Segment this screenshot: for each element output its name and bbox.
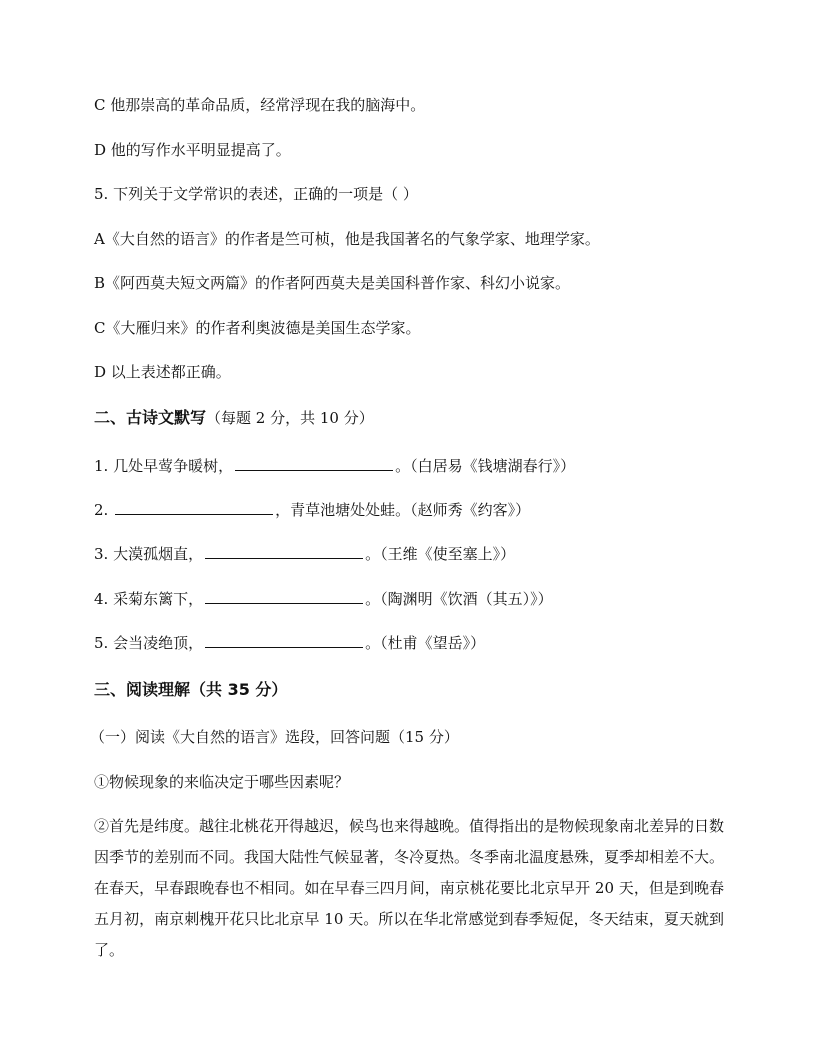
answer-blank[interactable] [205, 589, 363, 604]
passage-paragraph-1: ①物候现象的来临决定于哪些因素呢？ [94, 773, 350, 791]
section-2-note: （每题 2 分，共 10 分） [206, 409, 374, 427]
poem-item-4 [94, 589, 724, 609]
question-5-option-c: C《大雁归来》的作者利奥波德是美国生态学家。 [94, 319, 421, 337]
poem-item-after: 。（白居易《钱塘湖春行》） [395, 457, 576, 475]
passage-paragraph-2: ②首先是纬度。越往北桃花开得越迟，候鸟也来得越晚。值得指出的是物候现象南北差异的日数因季节的差别而不同。我国大陆性气候显著，冬冷夏热。冬季南北温度悬殊，夏季却相差不大。在春天，早春跟晚春也不相同。如在早春三四月间，南京桃花要比北京早开 20 天，但是到晚春五月初，南京刺槐开花只比北京早 10 天。所以在华北常感觉到春季短促，冬天结束，夏天就到了。 [94, 817, 725, 959]
poem-item-before: 3. 大漠孤烟直， [94, 545, 204, 563]
answer-blank[interactable] [205, 633, 363, 648]
poem-item-after: 。（王维《使至塞上》） [365, 545, 516, 563]
section-2-heading [94, 408, 724, 428]
poem-item-before: 4. 采菊东篱下， [94, 590, 204, 608]
answer-blank[interactable] [205, 544, 363, 559]
question-5: 5. 下列关于文学常识的表述，正确的一项是（ ） [94, 185, 418, 203]
answer-blank[interactable] [235, 456, 393, 471]
option-d: D 他的写作水平明显提高了。 [94, 141, 291, 159]
answer-blank[interactable] [115, 500, 273, 515]
section-3-heading: 三、阅读理解（共 35 分） [94, 680, 288, 699]
poem-item-after: 。（杜甫《望岳》） [365, 634, 486, 652]
poem-item-after: 。（陶渊明《饮酒（其五）》） [365, 590, 553, 608]
poem-item-before: 2. [94, 501, 114, 519]
poem-item-before: 1. 几处早莺争暖树， [94, 457, 234, 475]
question-5-option-b: B《阿西莫夫短文两篇》的作者阿西莫夫是美国科普作家、科幻小说家。 [94, 274, 571, 292]
question-5-option-a: A《大自然的语言》的作者是竺可桢，他是我国著名的气象学家、地理学家。 [94, 230, 600, 248]
poem-item-2 [94, 500, 724, 520]
poem-item-1 [94, 456, 724, 476]
option-c: C 他那崇高的革命品质，经常浮现在我的脑海中。 [94, 96, 426, 114]
poem-item-after: ，青草池塘处处蛙。（赵师秀《约客》） [275, 501, 531, 519]
poem-item-3 [94, 544, 724, 564]
poem-item-before: 5. 会当凌绝顶， [94, 634, 204, 652]
poem-item-5 [94, 633, 724, 653]
section-3-subheading: （一）阅读《大自然的语言》选段，回答问题（15 分） [90, 728, 459, 746]
question-5-option-d: D 以上表述都正确。 [94, 363, 231, 381]
section-2-title: 二、古诗文默写 [94, 408, 207, 427]
